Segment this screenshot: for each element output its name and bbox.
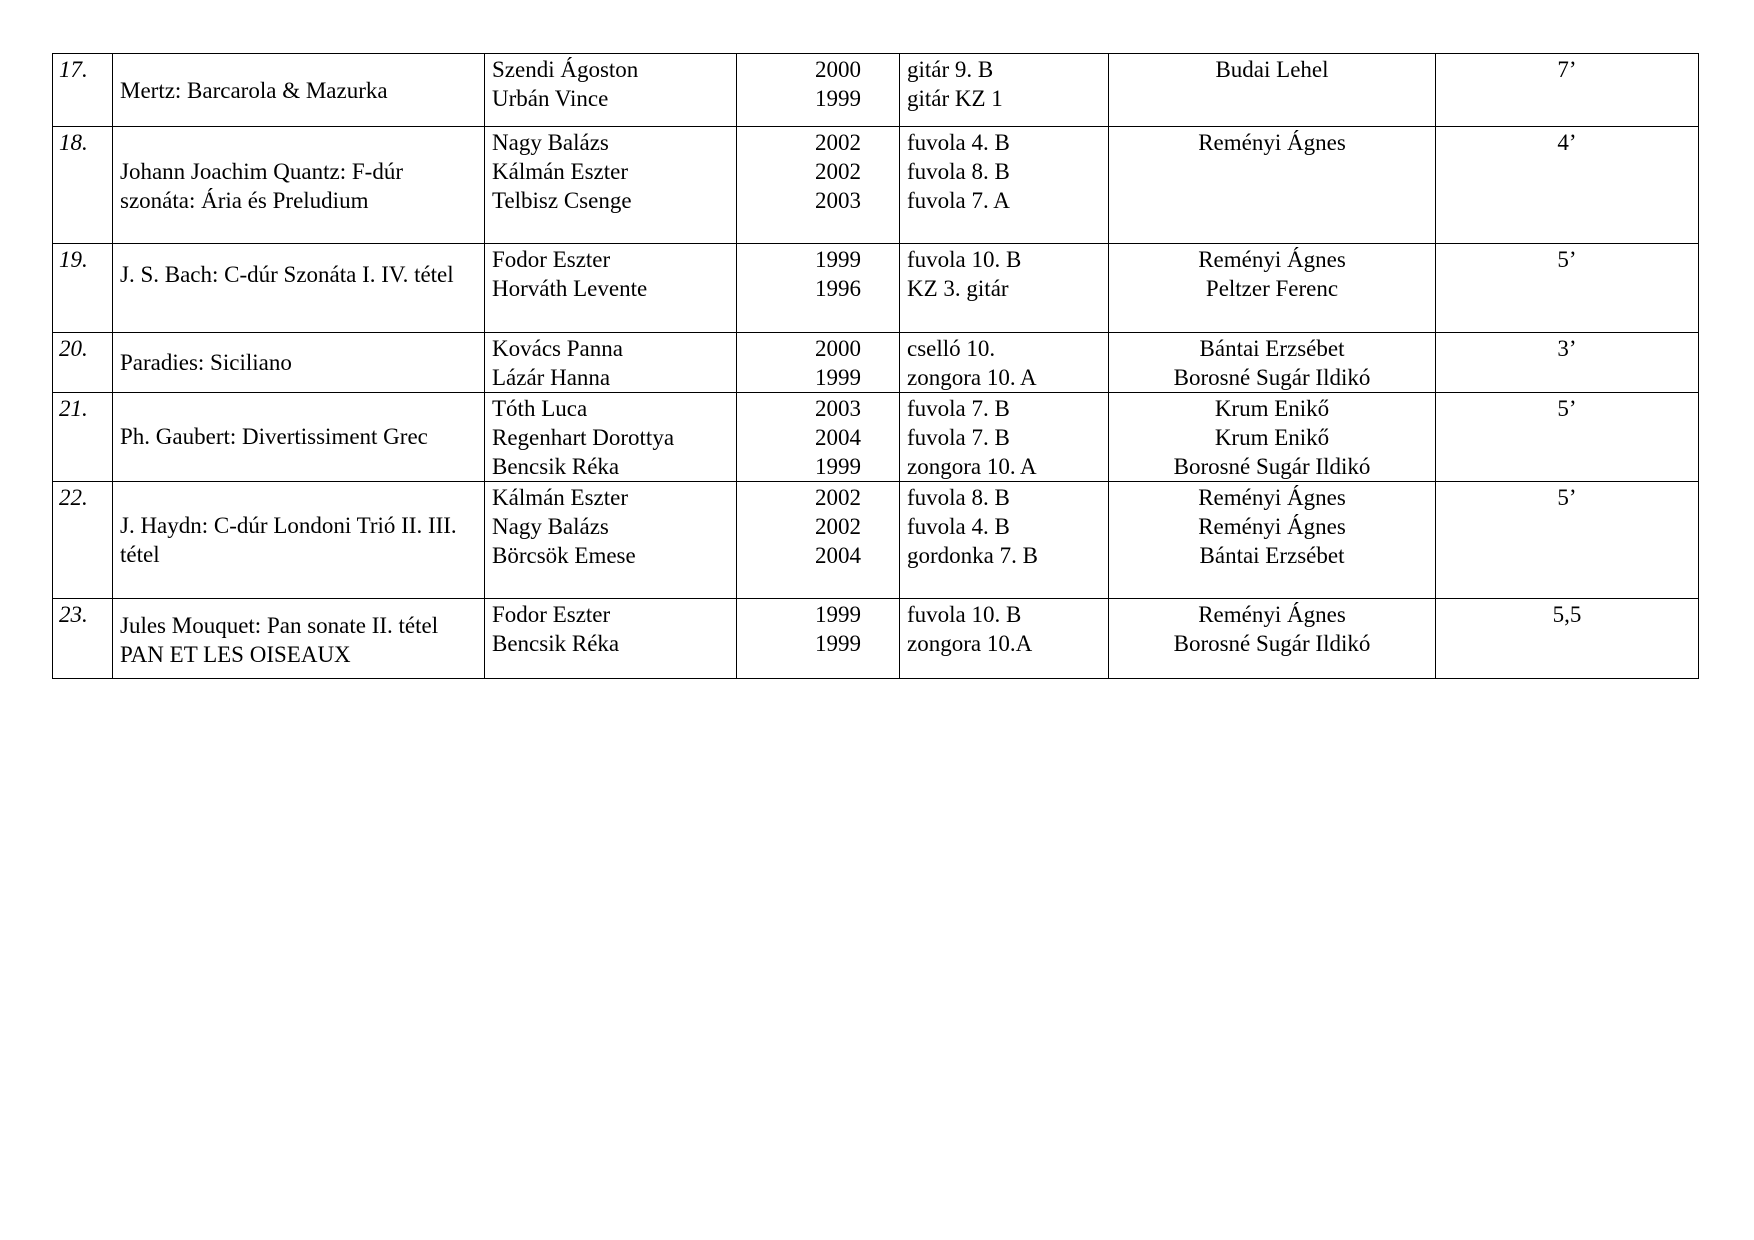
instrument-class: cselló 10.	[907, 336, 996, 361]
birth-year-cell	[737, 333, 900, 393]
duration: 5’	[1436, 244, 1699, 333]
teacher-name-cell	[1109, 599, 1436, 679]
performer-name: Börcsök Emese	[492, 543, 636, 568]
performer-name: Nagy Balázs	[492, 514, 609, 539]
piece-title: Mertz: Barcarola & Mazurka	[113, 54, 485, 127]
birth-year: 1999	[815, 365, 861, 390]
instrument-class: zongora 10. A	[907, 365, 1037, 390]
performer-name-cell	[485, 54, 737, 127]
teacher-name: Reményi Ágnes	[1198, 485, 1346, 510]
instrument-class: fuvola 10. B	[907, 247, 1022, 272]
instrument-class: fuvola 10. B	[907, 602, 1022, 627]
birth-year: 2003	[815, 188, 861, 213]
instrument-class: fuvola 8. B	[907, 159, 1010, 184]
performer-name-cell	[485, 599, 737, 679]
instrument-class: fuvola 4. B	[907, 130, 1010, 155]
table-row	[53, 482, 1699, 599]
performer-name: Nagy Balázs	[492, 130, 609, 155]
instrument-class: KZ 3. gitár	[907, 276, 1009, 301]
duration: 7’	[1436, 54, 1699, 127]
piece-title: Paradies: Siciliano	[113, 333, 485, 393]
teacher-name: Reményi Ágnes	[1198, 514, 1346, 539]
duration: 3’	[1436, 333, 1699, 393]
teacher-name: Krum Enikő	[1214, 425, 1330, 450]
duration: 5’	[1436, 482, 1699, 599]
performer-name: Tóth Luca	[492, 396, 588, 421]
duration: 5,5	[1436, 599, 1699, 679]
teacher-name: Reményi Ágnes	[1198, 130, 1346, 155]
teacher-name-cell	[1109, 393, 1436, 482]
birth-year: 2003	[815, 396, 861, 421]
instrument-class-cell	[900, 482, 1109, 599]
birth-year: 1996	[815, 276, 861, 301]
row-number: 21.	[53, 393, 113, 482]
table-row	[53, 244, 1699, 333]
birth-year-cell	[737, 54, 900, 127]
table-row	[53, 54, 1699, 127]
row-number: 18.	[53, 127, 113, 244]
table-row	[53, 599, 1699, 679]
teacher-name: Reményi Ágnes	[1198, 602, 1346, 627]
teacher-name: Krum Enikő	[1214, 396, 1330, 421]
performer-name-cell	[485, 482, 737, 599]
teacher-name: Peltzer Ferenc	[1205, 276, 1339, 301]
birth-year: 2000	[815, 336, 861, 361]
performer-name: Telbisz Csenge	[492, 188, 632, 213]
instrument-class: gitár KZ 1	[907, 86, 1003, 111]
row-number: 22.	[53, 482, 113, 599]
piece-title: Ph. Gaubert: Divertissiment Grec	[113, 393, 485, 482]
teacher-name-cell	[1109, 127, 1436, 244]
teacher-name: Bántai Erzsébet	[1199, 543, 1345, 568]
performer-name: Kálmán Eszter	[492, 485, 629, 510]
instrument-class: gitár 9. B	[907, 57, 994, 82]
birth-year: 2000	[815, 57, 861, 82]
teacher-name: Reményi Ágnes	[1198, 247, 1346, 272]
birth-year: 2002	[815, 514, 861, 539]
performer-name: Horváth Levente	[492, 276, 648, 301]
teacher-name-cell	[1109, 333, 1436, 393]
instrument-class: gordonka 7. B	[907, 543, 1038, 568]
performer-name: Kovács Panna	[492, 336, 623, 361]
birth-year: 2004	[815, 543, 861, 568]
performer-name: Kálmán Eszter	[492, 159, 629, 184]
performer-name: Urbán Vince	[492, 86, 609, 111]
teacher-name: Borosné Sugár Ildikó	[1173, 631, 1371, 656]
table-row	[53, 333, 1699, 393]
instrument-class-cell	[900, 244, 1109, 333]
row-number: 19.	[53, 244, 113, 333]
performer-name: Fodor Eszter	[492, 602, 611, 627]
row-number: 17.	[53, 54, 113, 127]
birth-year-cell	[737, 482, 900, 599]
instrument-class-cell	[900, 54, 1109, 127]
birth-year: 1999	[815, 602, 861, 627]
piece-title: J. S. Bach: C-dúr Szonáta I. IV. tétel	[113, 244, 485, 333]
instrument-class-cell	[900, 599, 1109, 679]
teacher-name-cell	[1109, 54, 1436, 127]
performer-name: Szendi Ágoston	[492, 57, 639, 82]
teacher-name: Budai Lehel	[1215, 57, 1329, 82]
teacher-name: Bántai Erzsébet	[1199, 336, 1345, 361]
birth-year-cell	[737, 599, 900, 679]
duration: 5’	[1436, 393, 1699, 482]
row-number: 20.	[53, 333, 113, 393]
performer-name: Fodor Eszter	[492, 247, 611, 272]
birth-year: 2002	[815, 130, 861, 155]
birth-year: 2002	[815, 159, 861, 184]
birth-year: 1999	[815, 247, 861, 272]
performer-name: Bencsik Réka	[492, 454, 620, 479]
birth-year: 1999	[815, 454, 861, 479]
instrument-class: fuvola 4. B	[907, 514, 1010, 539]
instrument-class: fuvola 7. A	[907, 188, 1010, 213]
birth-year-cell	[737, 393, 900, 482]
program-table	[52, 53, 1699, 679]
piece-title: Johann Joachim Quantz: F-dúr szonáta: Ária és Preludium	[113, 127, 485, 244]
duration: 4’	[1436, 127, 1699, 244]
row-number: 23.	[53, 599, 113, 679]
program-table-body	[53, 54, 1699, 679]
birth-year-cell	[737, 127, 900, 244]
performer-name-cell	[485, 127, 737, 244]
table-row	[53, 393, 1699, 482]
birth-year: 2002	[815, 485, 861, 510]
performer-name: Regenhart Dorottya	[492, 425, 675, 450]
instrument-class: fuvola 7. B	[907, 425, 1010, 450]
teacher-name: Borosné Sugár Ildikó	[1173, 454, 1371, 479]
table-row	[53, 127, 1699, 244]
birth-year: 2004	[815, 425, 861, 450]
piece-title: Jules Mouquet: Pan sonate II. tétel PAN ET LES OISEAUX	[113, 599, 485, 679]
birth-year: 1999	[815, 86, 861, 111]
teacher-name-cell	[1109, 244, 1436, 333]
instrument-class: fuvola 8. B	[907, 485, 1010, 510]
instrument-class: zongora 10.A	[907, 631, 1033, 656]
instrument-class-cell	[900, 393, 1109, 482]
instrument-class: fuvola 7. B	[907, 396, 1010, 421]
teacher-name: Borosné Sugár Ildikó	[1173, 365, 1371, 390]
birth-year: 1999	[815, 631, 861, 656]
performer-name-cell	[485, 244, 737, 333]
teacher-name-cell	[1109, 482, 1436, 599]
birth-year-cell	[737, 244, 900, 333]
instrument-class-cell	[900, 333, 1109, 393]
performer-name: Bencsik Réka	[492, 631, 620, 656]
instrument-class: zongora 10. A	[907, 454, 1037, 479]
instrument-class-cell	[900, 127, 1109, 244]
performer-name: Lázár Hanna	[492, 365, 611, 390]
performer-name-cell	[485, 333, 737, 393]
performer-name-cell	[485, 393, 737, 482]
piece-title: J. Haydn: C-dúr Londoni Trió II. III. tétel	[113, 482, 485, 599]
